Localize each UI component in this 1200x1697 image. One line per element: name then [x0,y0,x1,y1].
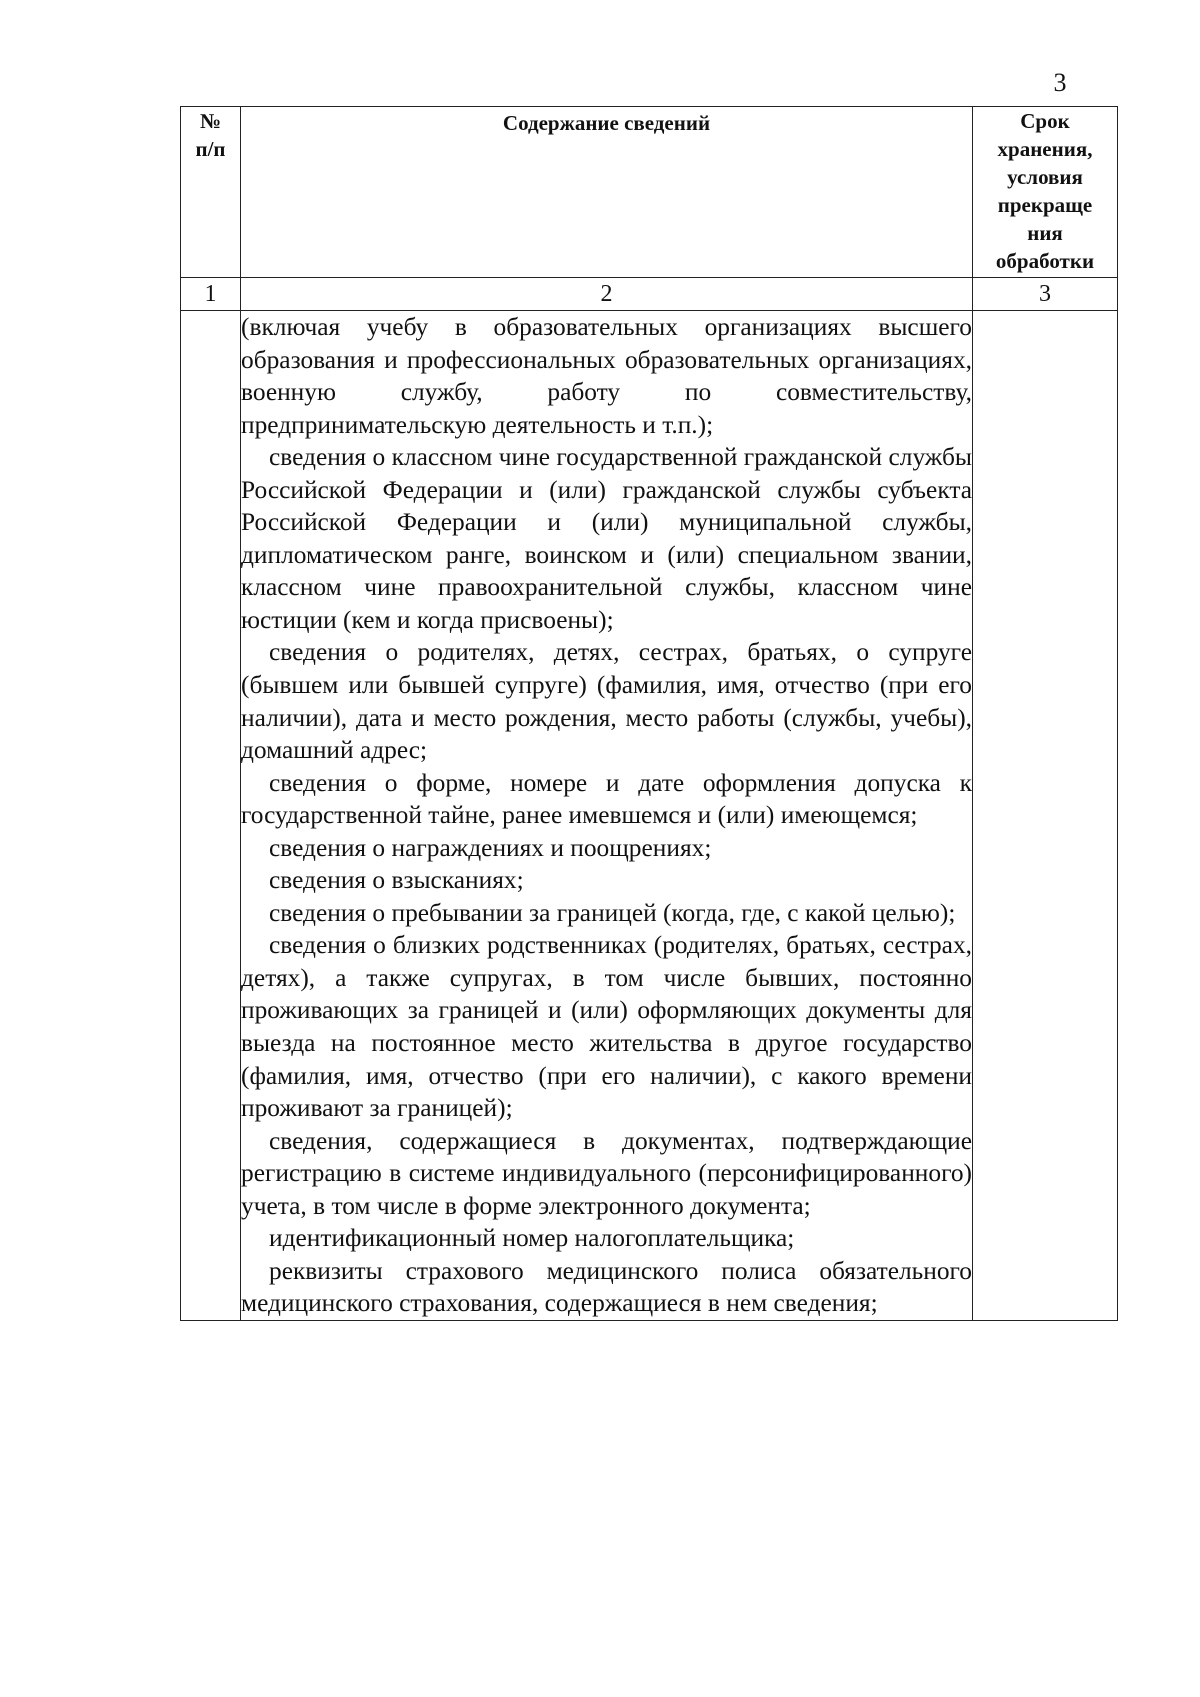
header-retention-line: ния [1027,221,1063,245]
content-paragraph: сведения о классном чине государственной гражданской службы Российской Федерации и (или) гражданской службы субъекта Российской Федерации и (или) муниципальной службы, дипломатическом ранге, воинском и (или) специальном звании, классном чине правоохранительной службы, классном чине юстиции (кем и когда присвоены); [241,443,972,634]
content-paragraph: сведения о взысканиях; [269,866,524,895]
table-header-row [181,107,1118,278]
content-paragraph: сведения, содержащиеся в документах, подтверждающие регистрацию в системе индивидуального (персонифицированного) учета, в том числе в форме электронного документа; [241,1126,972,1220]
data-table [180,106,1118,1321]
header-retention [973,107,1118,278]
retention-cell [973,311,1118,1321]
content-paragraph: сведения о близких родственниках (родителях, братьях, сестрах, детях), а также супругах, в том числе бывших, постоянно проживающих за границей и (или) оформляющих документы для выезда на постоянное место жительства в другое государство (фамилия, имя, отчество (при его наличии), с какого времени проживают за границей); [241,931,972,1123]
header-number [181,107,241,278]
row-number-cell [181,311,241,1321]
column-number-row [181,278,1118,311]
table-row [181,311,1118,1321]
content-cell [241,311,973,1321]
content-paragraph: сведения о форме, номере и дате оформления допуска к государственной тайне, ранее имевшемся и (или) имеющемся; [241,768,972,830]
header-retention-line: условия [1007,165,1083,189]
column-number-3: 3 [973,278,1118,311]
header-number-line: № [199,109,222,133]
content-paragraph: идентификационный номер налогоплательщика; [269,1224,795,1253]
header-content-label: Содержание сведений [502,111,711,135]
header-retention-line: хранения, [997,137,1093,161]
content-paragraph: (включая учебу в образовательных организациях высшего образования и профессиональных образовательных организациях, военную службу, работу по совместительству, предпринимательскую деятельность и т.п.); [241,313,972,439]
content-paragraph: сведения о награждениях и поощрениях; [269,833,712,862]
header-content [241,107,973,278]
header-retention-line: Срок [1020,109,1070,133]
column-number-1: 1 [181,278,241,311]
column-number-2: 2 [241,278,973,311]
content-paragraph: реквизиты страхового медицинского полиса обязательного медицинского страхования, содержащиеся в нем сведения; [241,1256,972,1318]
content-paragraph: сведения о пребывании за границей (когда, где, с какой целью); [269,898,956,927]
content-paragraph: сведения о родителях, детях, сестрах, братьях, о супруге (бывшем или бывшей супруге) (фамилия, имя, отчество (при его наличии), дата и место рождения, место работы (службы, учебы), домашний адрес; [241,638,972,765]
page-number: 3 [1053,68,1067,97]
header-retention-line: обработки [995,249,1095,273]
header-retention-line: прекраще [997,193,1093,217]
header-number-line: п/п [195,137,226,161]
